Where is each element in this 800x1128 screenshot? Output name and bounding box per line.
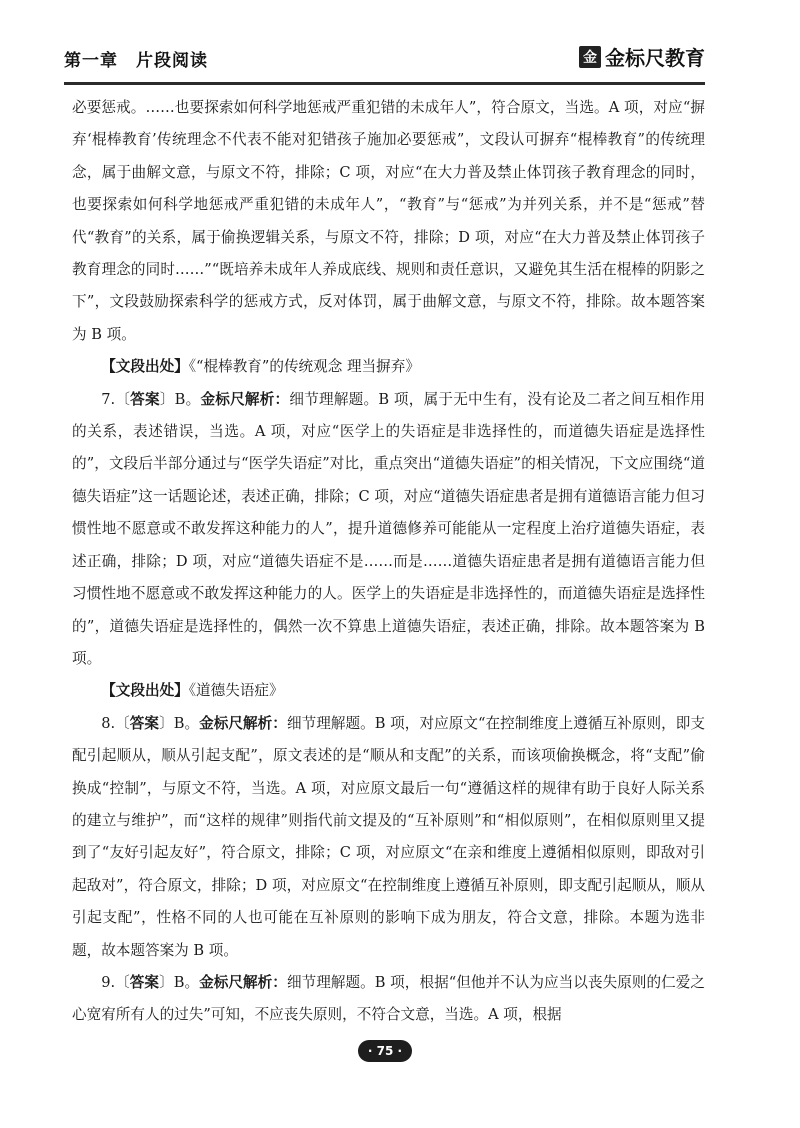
answer-label: 答案 — [129, 714, 160, 732]
analysis-label: 金标尺解析： — [200, 390, 290, 408]
source-text: 《“棍棒教育”的传统观念 理当摒弃》 — [188, 358, 420, 376]
question-8-explanation — [72, 708, 705, 967]
brand-name: 金标尺教育 — [605, 46, 705, 70]
answer-value: 〕B。 — [159, 390, 201, 408]
source-line-2 — [72, 675, 705, 707]
page-header — [64, 40, 705, 85]
answer-value: 〕B。 — [159, 973, 200, 991]
answer-label: 答案 — [130, 390, 160, 408]
question-7-explanation — [72, 384, 705, 676]
paragraph-continued: 必要惩戒。……也要探索如何科学地惩戒严重犯错的未成年人”，符合原文，当选。A 项，对应“摒弃‘棍棒教育’传统理念不代表不能对犯错孩子施加必要惩戒”，文段认可摒弃“棍棒教育”的传统理念，属于曲解文意，与原文不符，排除；C 项，对应“在大力普及禁止体罚孩子教育理念的同时，也要探索如何科学地惩戒严重犯错的未成年人”，“教育”与“惩戒”为并列关系，并不是“惩戒”替代“教育”的关系，属于偷换逻辑关系，与原文不符，排除；D 项，对应“在大力普及禁止体罚孩子教育理念的同时……”“既培养未成年人养成底线、规则和责任意识，又避免其生活在棍棒的阴影之下”，文段鼓励探索科学的惩戒方式，反对体罚，属于曲解文意，与原文不符，排除。故本题答案为 B 项。 — [72, 99, 705, 343]
analysis-text: 细节理解题。B 项，对应原文“在控制维度上遵循互补原则，即支配引起顺从，顺从引起支配”，原文表述的是“顺从和支配”的关系，而该项偷换概念，将“支配”偷换成“控制”，与原文不符，当选。A 项，对应原文最后一句“遵循这样的规律有助于良好人际关系的建立与维护”，而“这样的规律”则指代前文提及的“互补原则”和“相似原则”，在相似原则里又提到了“友好引起友好”，符合原文，排除；C 项，对应原文“在亲和维度上遵循相似原则，即敌对引起敌对”，符合原文，排除；D 项，对应原文“在控制维度上遵循互补原则，即支配引起顺从，顺从引起支配”，性格不同的人也可能在互补原则的影响下成为朋友，符合文意，排除。本题为选非题，故本题答案为 B 项。 — [72, 714, 705, 959]
answer-value: 〕B。 — [159, 714, 200, 732]
question-9-explanation — [72, 967, 705, 1032]
page-number: · 75 · — [358, 1040, 412, 1062]
chapter-title: 第一章 片段阅读 — [64, 51, 208, 71]
source-line-1 — [72, 351, 705, 383]
brand-icon: 金 — [579, 46, 601, 68]
page-content — [72, 92, 705, 1032]
question-number: 9.〔 — [101, 973, 130, 991]
analysis-label: 金标尺解析： — [199, 714, 287, 732]
source-label: 【文段出处】 — [101, 358, 189, 376]
question-number: 7.〔 — [101, 390, 131, 408]
answer-label: 答案 — [129, 973, 160, 991]
source-text: 《道德失语症》 — [188, 682, 284, 700]
brand-logo — [579, 42, 705, 71]
source-label: 【文段出处】 — [101, 682, 189, 700]
analysis-text: 细节理解题。B 项，属于无中生有，没有论及二者之间互相作用的关系，表述错误，当选。A 项，对应“医学上的失语症是非选择性的，而道德失语症是选择性的”，文段后半部分通过与“医学失语症”对比，重点突出“道德失语症”的相关情况，下文应围绕“道德失语症”这一话题论述，表述正确，排除；C 项，对应“道德失语症患者是拥有道德语言能力但习惯性地不愿意或不敢发挥这种能力的人”，提升道德修养可能能从一定程度上治疗道德失语症，表述正确，排除；D 项，对应“道德失语症不是……而是……道德失语症患者是拥有道德语言能力但习惯性地不愿意或不敢发挥这种能力的人。医学上的失语症是非选择性的，而道德失语症是选择性的”，道德失语症是选择性的，偶然一次不算患上道德失语症，表述正确，排除。故本题答案为 B 项。 — [72, 390, 705, 667]
analysis-text: 细节理解题。B 项，根据“但他并不认为应当以丧失原则的仁爱之心宽宥所有人的过失”可知，不应丧失原则，不符合文意，当选。A 项，根据 — [72, 973, 705, 1024]
analysis-label: 金标尺解析： — [199, 973, 287, 991]
question-number: 8.〔 — [101, 714, 130, 732]
